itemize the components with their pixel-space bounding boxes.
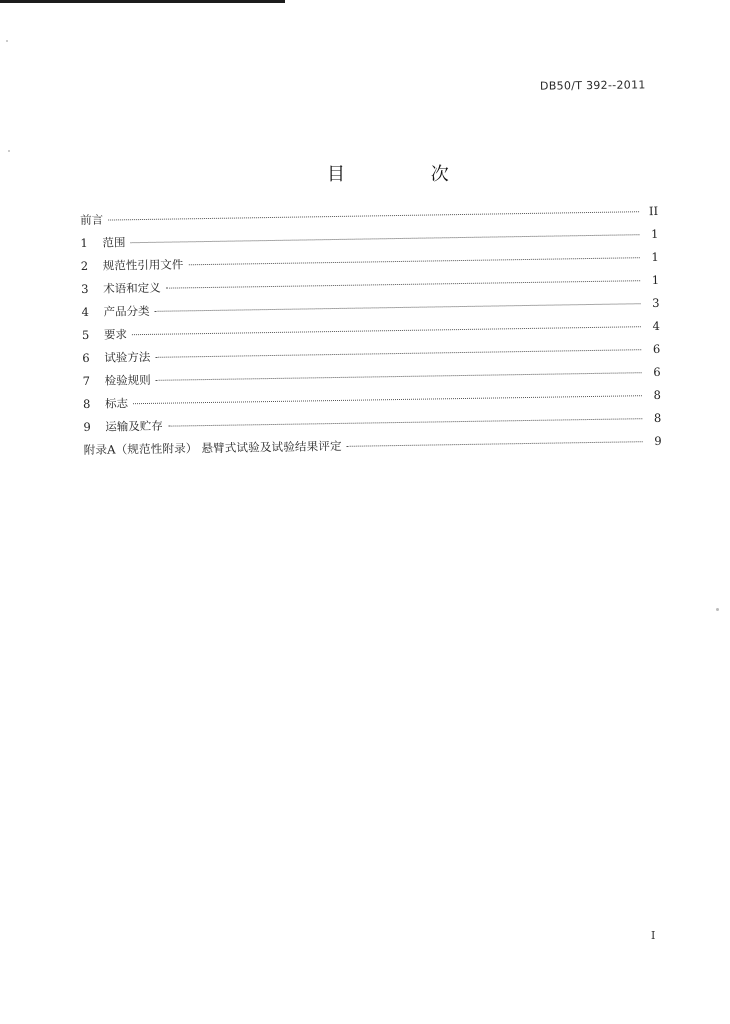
- toc-entry-label: 范围: [102, 235, 126, 250]
- scan-speck: [6, 40, 8, 42]
- toc-leader-dots: [132, 326, 641, 335]
- toc-entry-label: 试验方法: [104, 349, 151, 365]
- toc-entry-label: 检验规则: [104, 372, 151, 388]
- toc-entry-label: 附录A（规范性附录） 悬臂式试验及试验结果评定: [83, 438, 342, 457]
- toc-leader-dots: [168, 418, 642, 426]
- toc-entry-number: 7: [82, 373, 91, 388]
- scan-edge-line: [0, 0, 285, 3]
- scan-speck: [716, 608, 719, 611]
- toc-leader-dots: [347, 441, 643, 447]
- document-code: DB50/T 392--2011: [539, 78, 646, 93]
- toc-entry-number: 8: [82, 396, 91, 411]
- toc-entry-number: 2: [80, 258, 89, 273]
- toc-leader-dots: [155, 303, 641, 312]
- toc-entry-page: 6: [652, 341, 661, 357]
- toc-entry-label: 运输及贮存: [105, 418, 163, 434]
- toc-entry-number: 9: [83, 419, 91, 434]
- toc-entry-label: 产品分类: [103, 303, 150, 319]
- scan-speck: [8, 150, 10, 152]
- toc-entry-number: 4: [81, 304, 90, 319]
- toc-leader-dots: [155, 349, 641, 358]
- toc-entry-number: 1: [80, 235, 88, 250]
- toc-entry-label: 术语和定义: [103, 280, 161, 296]
- toc-title: 目 次: [327, 164, 489, 185]
- toc-entry-label: 标志: [104, 396, 129, 411]
- toc-entry-number: 6: [82, 350, 90, 365]
- toc-leader-dots: [130, 234, 639, 243]
- table-of-contents: [80, 203, 662, 465]
- page-number: I: [651, 929, 656, 942]
- toc-entry-page: 1: [651, 249, 659, 265]
- toc-entry-page: 1: [650, 226, 659, 242]
- toc-entry-page: 1: [651, 272, 660, 288]
- toc-leader-dots: [188, 257, 639, 265]
- toc-leader-dots: [133, 395, 642, 404]
- toc-entry-page: 4: [652, 318, 660, 334]
- toc-entry-label: 要求: [103, 327, 128, 342]
- toc-leader-dots: [166, 280, 640, 288]
- toc-entry-page: II: [648, 203, 659, 219]
- toc-entry-page: 8: [653, 410, 662, 426]
- toc-leader-dots: [156, 372, 642, 381]
- toc-entry-page: 9: [654, 433, 662, 449]
- toc-entry-number: 3: [81, 281, 89, 296]
- toc-entry-number: 5: [81, 327, 90, 342]
- toc-entry-page: 6: [653, 364, 661, 380]
- toc-entry-page: 8: [653, 387, 662, 403]
- toc-entry-label: 规范性引用文件: [102, 257, 184, 273]
- toc-entry-page: 3: [652, 295, 660, 311]
- toc-entry-label: 前言: [80, 212, 104, 227]
- toc-leader-dots: [108, 211, 639, 220]
